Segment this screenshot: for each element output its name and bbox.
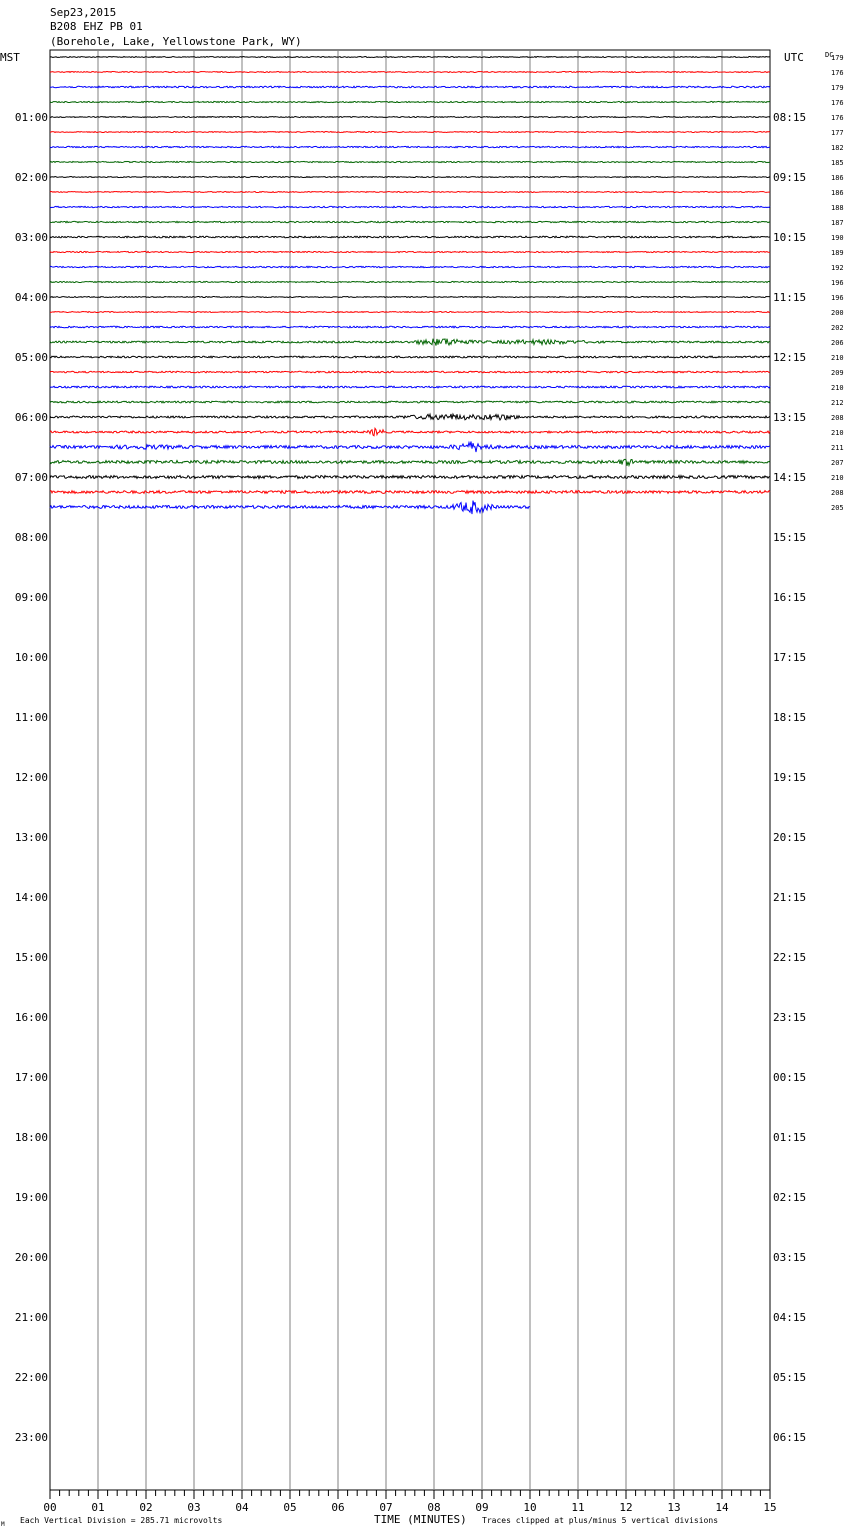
clip-note: Traces clipped at plus/minus 5 vertical divisions <box>482 1516 719 1525</box>
seismic-trace <box>50 206 770 207</box>
dc-offset-label: 186 <box>831 189 844 197</box>
utc-hour-label: 16:15 <box>773 591 807 604</box>
x-axis-ticks <box>43 1490 776 1514</box>
mst-hour-label: 15:00 <box>14 951 48 964</box>
x-tick-label: 02 <box>139 1501 153 1514</box>
mst-hour-label: 09:00 <box>14 591 48 604</box>
dc-offset-label: 196 <box>831 279 844 287</box>
utc-hour-label: 20:15 <box>773 831 807 844</box>
dc-offset-label: 179 <box>831 84 844 92</box>
seismic-trace <box>50 251 770 252</box>
dc-offset-label: 210 <box>831 384 844 392</box>
mst-hour-label: 19:00 <box>14 1191 48 1204</box>
dc-offset-label: 208 <box>831 489 844 497</box>
dc-offset-label: 192 <box>831 264 844 272</box>
x-tick-label: 00 <box>43 1501 57 1514</box>
x-tick-label: 13 <box>667 1501 681 1514</box>
utc-hour-label: 17:15 <box>773 651 807 664</box>
seismic-trace <box>50 491 770 494</box>
seismic-trace <box>50 297 770 298</box>
seismic-trace <box>50 428 770 435</box>
mst-hour-label: 18:00 <box>14 1131 48 1144</box>
dc-offset-label: 209 <box>831 369 844 377</box>
seismic-trace <box>50 401 770 403</box>
dc-offset-label: 210 <box>831 429 844 437</box>
seismic-trace <box>50 236 770 238</box>
utc-hour-label: 13:15 <box>773 411 807 424</box>
mst-axis-label: MST <box>0 51 20 64</box>
dc-offset-label: 179 <box>831 54 844 62</box>
station-name: B208 EHZ PB 01 <box>50 20 143 33</box>
seismic-trace <box>50 371 770 373</box>
dc-offset-label: 176 <box>831 114 844 122</box>
dc-offset-label: 210 <box>831 474 844 482</box>
dc-offset-label: 207 <box>831 459 844 467</box>
dc-offset-label: 190 <box>831 234 844 242</box>
utc-hour-label: 18:15 <box>773 711 807 724</box>
utc-hour-label: 21:15 <box>773 891 807 904</box>
utc-hour-label: 02:15 <box>773 1191 807 1204</box>
seismic-trace <box>50 312 770 313</box>
mst-hour-label: 02:00 <box>14 171 48 184</box>
x-tick-label: 11 <box>571 1501 585 1514</box>
dc-offset-label: 200 <box>831 309 844 317</box>
seismic-traces <box>50 57 770 515</box>
mst-hour-label: 12:00 <box>14 771 48 784</box>
x-tick-label: 14 <box>715 1501 729 1514</box>
x-tick-label: 12 <box>619 1501 633 1514</box>
dc-offset-label: 211 <box>831 444 844 452</box>
dc-offset-label: 196 <box>831 294 844 302</box>
utc-hour-label: 19:15 <box>773 771 807 784</box>
minute-gridlines <box>98 50 722 1490</box>
x-tick-label: 15 <box>763 1501 777 1514</box>
x-tick-label: 10 <box>523 1501 537 1514</box>
utc-hour-label: 05:15 <box>773 1371 807 1384</box>
mst-hour-label: 10:00 <box>14 651 48 664</box>
corner-mark: M <box>1 1521 5 1528</box>
dc-offset-label: 212 <box>831 399 844 407</box>
mst-hour-label: 22:00 <box>14 1371 48 1384</box>
utc-hour-label: 23:15 <box>773 1011 807 1024</box>
seismic-trace <box>50 221 770 222</box>
mst-hour-label: 07:00 <box>14 471 48 484</box>
mst-hour-label: 06:00 <box>14 411 48 424</box>
dc-column-label: DC <box>825 51 834 59</box>
dc-offset-label: 186 <box>831 174 844 182</box>
seismic-trace <box>50 72 770 73</box>
utc-hour-label: 14:15 <box>773 471 807 484</box>
seismic-trace <box>50 326 770 328</box>
seismic-trace <box>50 117 770 118</box>
utc-hour-label: 12:15 <box>773 351 807 364</box>
seismic-trace <box>50 476 770 479</box>
x-tick-label: 07 <box>379 1501 393 1514</box>
utc-hour-label: 08:15 <box>773 111 807 124</box>
utc-hour-label: 06:15 <box>773 1431 807 1444</box>
division-note: Each Vertical Division = 285.71 microvolts <box>20 1516 223 1525</box>
utc-hour-label: 01:15 <box>773 1131 807 1144</box>
dc-offset-label: 202 <box>831 324 844 332</box>
mst-hour-label: 11:00 <box>14 711 48 724</box>
utc-hour-label: 11:15 <box>773 291 807 304</box>
plot-date: Sep23,2015 <box>50 6 117 19</box>
x-tick-label: 01 <box>91 1501 105 1514</box>
dc-offset-labels <box>831 54 844 512</box>
mst-hour-label: 03:00 <box>14 231 48 244</box>
seismic-trace <box>50 356 770 358</box>
seismic-trace <box>50 192 770 193</box>
utc-hour-label: 10:15 <box>773 231 807 244</box>
dc-offset-label: 189 <box>831 249 844 257</box>
seismic-trace <box>50 132 770 133</box>
dc-offset-label: 177 <box>831 129 844 137</box>
dc-offset-label: 188 <box>831 204 844 212</box>
mst-hour-label: 20:00 <box>14 1251 48 1264</box>
seismic-trace <box>50 414 770 420</box>
x-tick-label: 08 <box>427 1501 441 1514</box>
x-tick-label: 06 <box>331 1501 345 1514</box>
mst-hour-label: 16:00 <box>14 1011 48 1024</box>
seismic-trace <box>50 86 770 88</box>
seismic-trace <box>50 441 770 452</box>
dc-offset-label: 210 <box>831 354 844 362</box>
dc-offset-label: 176 <box>831 69 844 77</box>
seismic-trace <box>50 339 770 346</box>
station-location: (Borehole, Lake, Yellowstone Park, WY) <box>50 35 302 48</box>
x-tick-label: 03 <box>187 1501 201 1514</box>
seismic-trace <box>50 146 770 147</box>
seismic-trace <box>50 57 770 58</box>
seismic-trace <box>50 101 770 102</box>
utc-hour-label: 09:15 <box>773 171 807 184</box>
seismic-trace <box>50 386 770 388</box>
mst-hour-label: 04:00 <box>14 291 48 304</box>
hour-labels <box>15 111 806 1444</box>
seismic-trace <box>50 281 770 282</box>
seismic-trace <box>50 459 770 465</box>
utc-hour-label: 04:15 <box>773 1311 807 1324</box>
dc-offset-label: 208 <box>831 414 844 422</box>
utc-hour-label: 15:15 <box>773 531 807 544</box>
seismic-trace <box>50 161 770 162</box>
utc-hour-label: 00:15 <box>773 1071 807 1084</box>
utc-axis-label: UTC <box>784 51 804 64</box>
seismic-trace <box>50 177 770 178</box>
dc-offset-label: 185 <box>831 159 844 167</box>
x-axis-label: TIME (MINUTES) <box>374 1513 467 1526</box>
mst-hour-label: 01:00 <box>14 111 48 124</box>
x-tick-label: 04 <box>235 1501 249 1514</box>
seismic-trace <box>50 266 770 267</box>
mst-hour-label: 13:00 <box>14 831 48 844</box>
mst-hour-label: 23:00 <box>14 1431 48 1444</box>
mst-hour-label: 08:00 <box>14 531 48 544</box>
x-tick-label: 09 <box>475 1501 489 1514</box>
dc-offset-label: 206 <box>831 339 844 347</box>
mst-hour-label: 14:00 <box>14 891 48 904</box>
dc-offset-label: 176 <box>831 99 844 107</box>
utc-hour-label: 22:15 <box>773 951 807 964</box>
x-tick-label: 05 <box>283 1501 297 1514</box>
dc-offset-label: 182 <box>831 144 844 152</box>
mst-hour-label: 21:00 <box>14 1311 48 1324</box>
dc-offset-label: 187 <box>831 219 844 227</box>
utc-hour-label: 03:15 <box>773 1251 807 1264</box>
dc-offset-label: 205 <box>831 504 844 512</box>
mst-hour-label: 17:00 <box>14 1071 48 1084</box>
mst-hour-label: 05:00 <box>14 351 48 364</box>
plot-frame <box>50 50 770 1490</box>
